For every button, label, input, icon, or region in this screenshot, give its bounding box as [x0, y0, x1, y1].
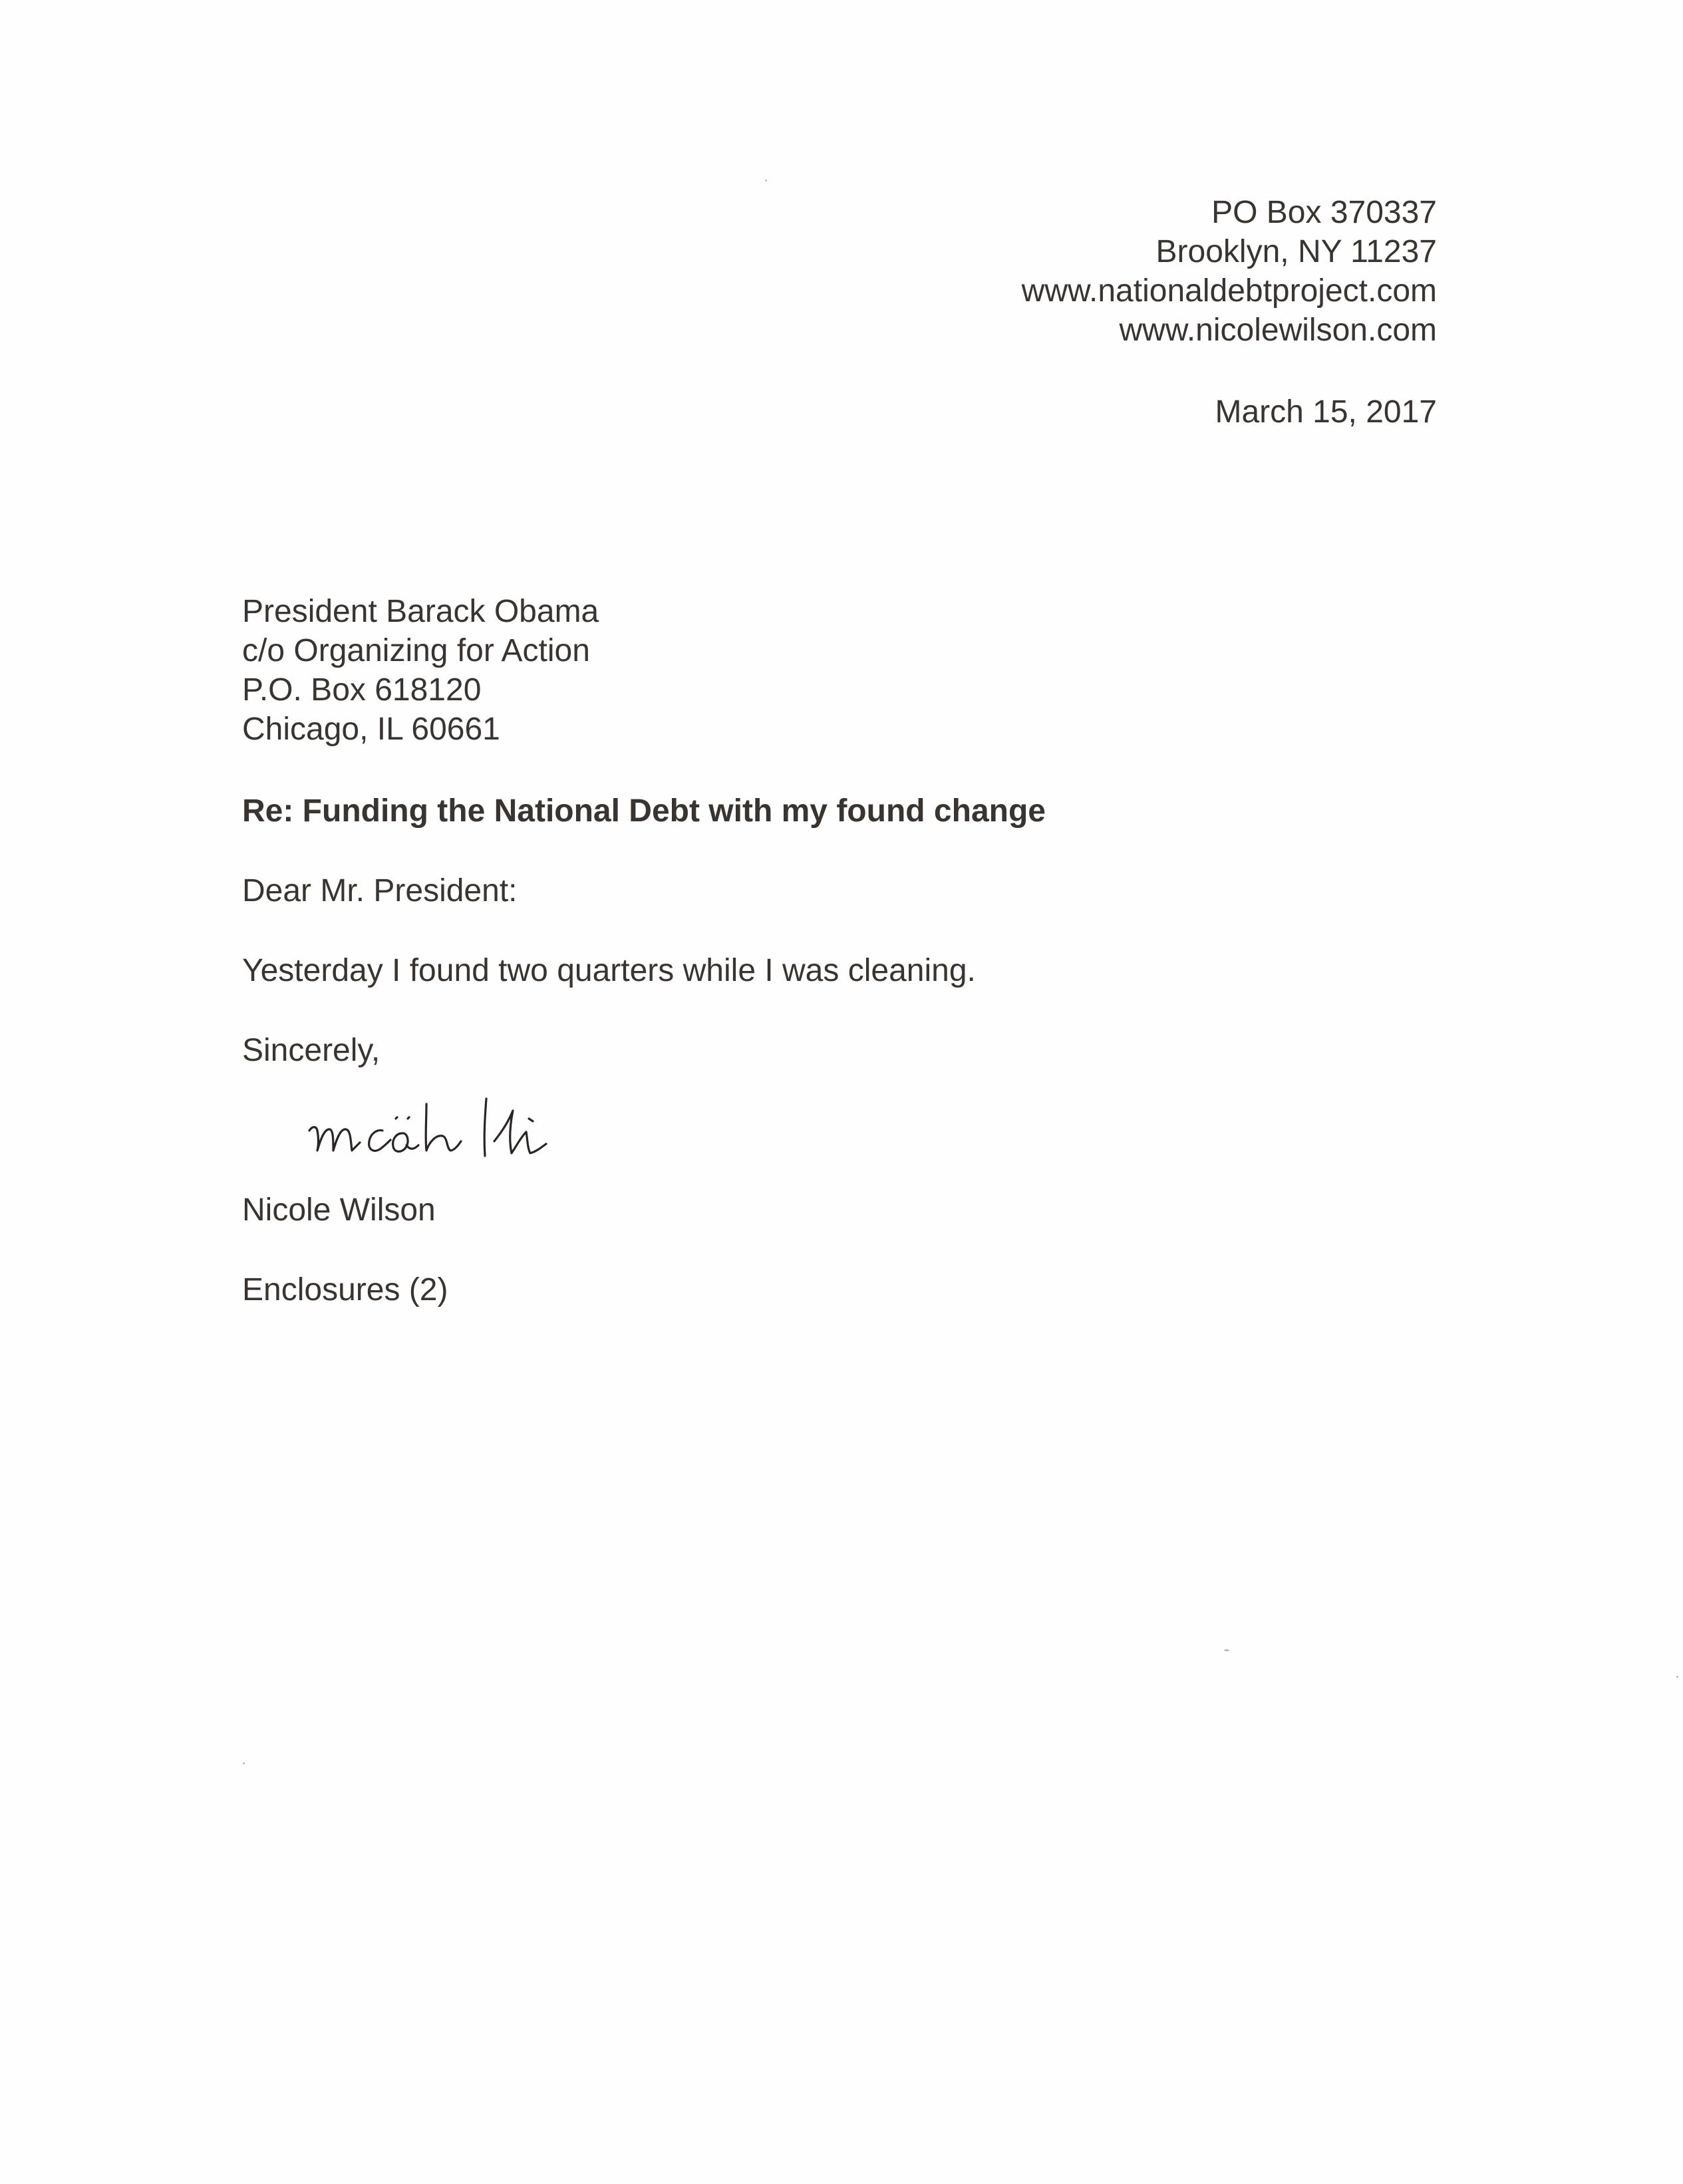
recipient-address-line: c/o Organizing for Action — [242, 633, 590, 668]
letter-body: Yesterday I found two quarters while I was cleaning. — [242, 953, 976, 988]
scan-speck — [1224, 1649, 1229, 1651]
salutation: Dear Mr. President: — [242, 873, 518, 908]
sender-address — [1022, 193, 1437, 350]
scan-speck — [243, 1762, 245, 1764]
scan-speck — [1676, 1676, 1678, 1678]
letter-date: March 15, 2017 — [1215, 394, 1437, 430]
sender-website-line: www.nicolewilson.com — [1119, 313, 1437, 348]
recipient-address — [242, 592, 599, 749]
sender-address-line: Brooklyn, NY 11237 — [1155, 234, 1437, 269]
scan-speck — [765, 180, 767, 182]
sender-address-line: PO Box 370337 — [1211, 195, 1437, 230]
enclosures-note: Enclosures (2) — [242, 1272, 448, 1307]
signer-name: Nicole Wilson — [242, 1192, 436, 1228]
sender-website-line: www.nationaldebtproject.com — [1021, 273, 1437, 309]
subject-line: Re: Funding the National Debt with my found change — [242, 793, 1046, 829]
handwritten-signature — [296, 1084, 642, 1184]
recipient-name: President Barack Obama — [242, 594, 599, 629]
closing: Sincerely, — [242, 1033, 381, 1068]
recipient-address-line: P.O. Box 618120 — [242, 672, 482, 708]
recipient-address-line: Chicago, IL 60661 — [242, 712, 500, 747]
